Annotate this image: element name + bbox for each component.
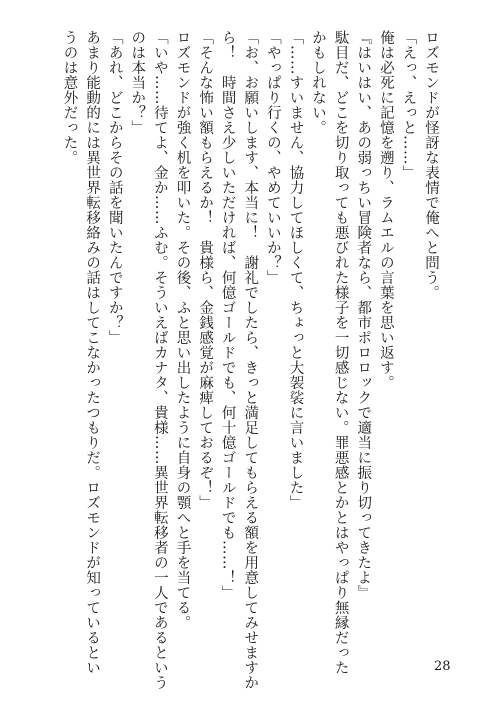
text-line: 『はいはい、あの弱っちい冒険者なら、都市ポロロックで適当に振り切ってきたよ』: [355, 30, 372, 600]
text-line: ら！ 時間さえ少しいただければ、何億ゴールドでも、何十億ゴールドでも……！」: [219, 30, 236, 600]
text-line: あまり能動的には異世界転移絡みの話はしてこなかったつもりだ。ロズモンドが知っているとい: [84, 30, 101, 675]
page-number: 28: [434, 659, 451, 674]
text-line: 「そんな怖い額もらえるか！ 貴様ら、金銭感覚が麻痺しておるぞ！」: [197, 30, 214, 510]
text-line: 「お、お願いします、本当に！ 謝礼でしたら、きっと満足してもらえる額を用意してみせますか: [242, 30, 259, 690]
text-line: ロズモンドが強く机を叩いた。その後、ふと思い出したように自身の顎へと手を当てる。: [174, 30, 191, 630]
text-line: 「やっぱり行くの、やめていいか？」: [264, 30, 281, 285]
text-line: 「あれ、どこからその話を聞いたんですか？」: [106, 30, 123, 345]
text-line: 駄目だ、どこを切り取っても悪びれた様子を一切感じない。罪悪感とかとはやっぱり無縁だった: [332, 30, 349, 675]
text-line: 「……すいません、協力してほしくて、ちょっと大袈裟に言いました」: [287, 30, 304, 510]
body-text: [58, 30, 442, 690]
text-line: のは本当か？」: [129, 30, 146, 135]
text-line: 「えっ、えっと……」: [400, 30, 417, 180]
text-line: かもしれない。: [310, 30, 327, 135]
text-line: ロズモンドが怪訝な表情で俺へと問う。: [423, 30, 439, 300]
text-line: 「いや……待てよ、金か……ふむ。そういえばカナタ、貴様……異世界転移者の一人であるという: [151, 30, 168, 690]
text-line: 俺は必死に記憶を遡り、ラムエルの言葉を思い返す。: [377, 30, 394, 390]
text-line: うのは意外だった。: [61, 30, 78, 165]
